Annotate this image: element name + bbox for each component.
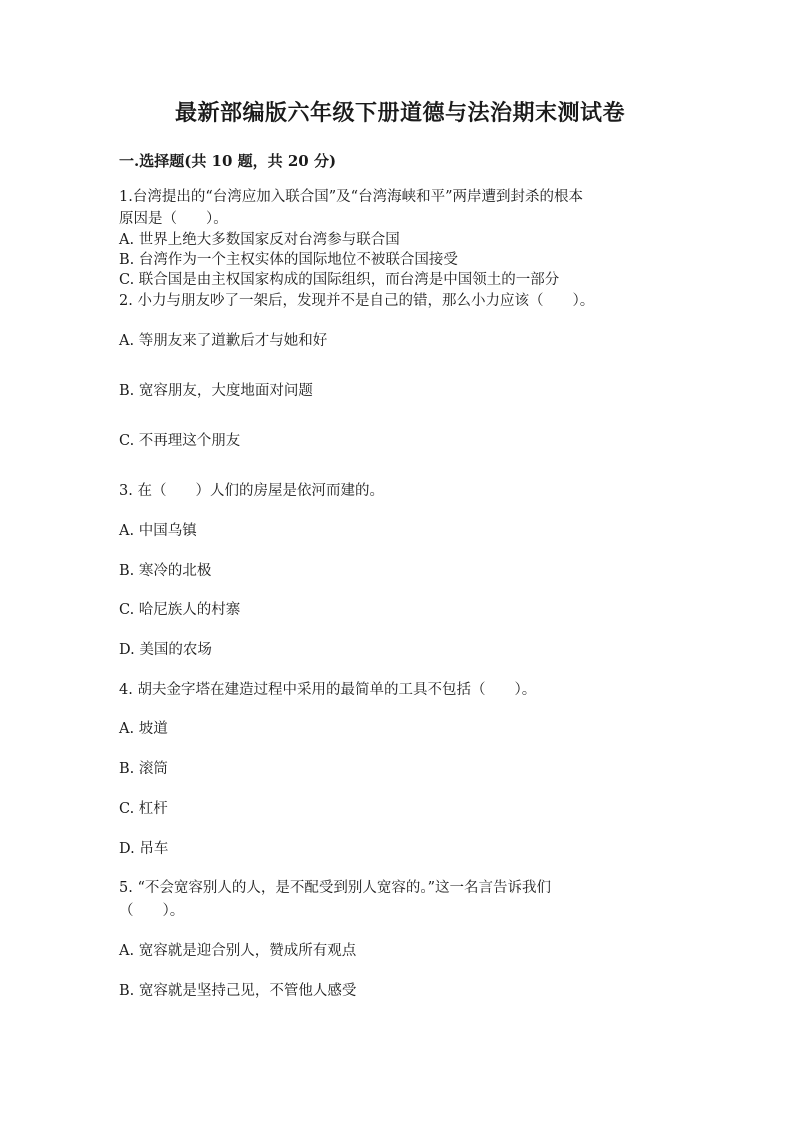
- section-heading: 一.选择题(共 10 题，共 20 分): [119, 152, 337, 170]
- question-2-option-b: B. 宽容朋友，大度地面对问题: [119, 383, 313, 399]
- question-1-option-b: B. 台湾作为一个主权实体的国际地位不被联合国接受: [119, 252, 458, 268]
- question-3-option-a: A. 中国乌镇: [119, 523, 197, 539]
- question-5-stem: 5. “不会宽容别人的人，是不配受到别人宽容的。”这一名言告诉我们: [119, 880, 552, 896]
- question-3-option-d: D. 美国的农场: [119, 642, 212, 658]
- question-3-option-b: B. 寒冷的北极: [119, 563, 212, 579]
- question-4-option-a: A. 坡道: [119, 721, 168, 737]
- question-2-option-c: C. 不再理这个朋友: [119, 433, 241, 449]
- question-4-option-c: C. 杠杆: [119, 801, 168, 817]
- question-2-stem: 2. 小力与朋友吵了一架后，发现并不是自己的错，那么小力应该（ ）。: [119, 293, 595, 309]
- question-1-stem: 1.台湾提出的“台湾应加入联合国”及“台湾海峡和平”两岸遭到封杀的根本: [119, 189, 583, 205]
- question-4-option-b: B. 滚筒: [119, 761, 168, 777]
- question-5-stem-cont: （ ）。: [119, 903, 185, 919]
- question-5-option-a: A. 宽容就是迎合别人，赞成所有观点: [119, 943, 357, 959]
- question-5-option-b: B. 宽容就是坚持己见，不管他人感受: [119, 983, 357, 999]
- question-4-option-d: D. 吊车: [119, 841, 169, 857]
- question-3-option-c: C. 哈尼族人的村寨: [119, 602, 241, 618]
- question-1-option-a: A. 世界上绝大多数国家反对台湾参与联合国: [119, 232, 400, 248]
- question-4-stem: 4. 胡夫金字塔在建造过程中采用的最简单的工具不包括（ ）。: [119, 682, 537, 698]
- question-1-stem-cont: 原因是（ ）。: [119, 211, 228, 227]
- page-title: 最新部编版六年级下册道德与法治期末测试卷: [174, 100, 625, 126]
- question-1-option-c: C. 联合国是由主权国家构成的国际组织，而台湾是中国领土的一部分: [119, 272, 560, 288]
- question-3-stem: 3. 在（ ）人们的房屋是依河而建的。: [119, 483, 384, 499]
- question-2-option-a: A. 等朋友来了道歉后才与她和好: [119, 333, 328, 349]
